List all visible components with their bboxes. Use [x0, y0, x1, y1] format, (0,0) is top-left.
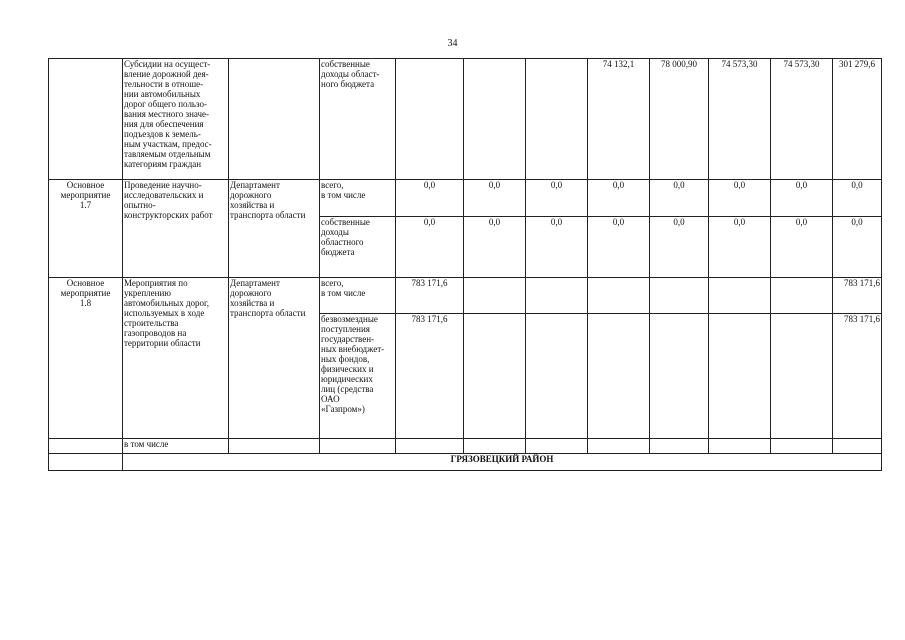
value-cell: 0,0 [771, 217, 833, 278]
total-cell: 301 279,6 [833, 59, 882, 180]
value-cell: 783 171,6 [396, 278, 464, 314]
table-row [49, 454, 882, 471]
responsible-executor: Департамент дорожного хозяйства и транспорта области [230, 180, 306, 220]
value-cell: 783 171,6 [396, 314, 464, 439]
value-cell: 78 000,90 [650, 59, 709, 180]
value-cell: 0,0 [650, 180, 709, 217]
measure-type: Основное мероприятие 1.8 [60, 278, 111, 308]
value-cell: 0,0 [588, 180, 650, 217]
budget-table [48, 58, 882, 471]
value-cell: 0,0 [650, 217, 709, 278]
value-cell: 74 132,1 [588, 59, 650, 180]
table-row [49, 59, 882, 180]
value-cell: 0,0 [771, 180, 833, 217]
funding-source: всего, в том числе [321, 180, 366, 200]
funding-source: собственные доходы областного бюджета [321, 217, 370, 257]
value-cell: 0,0 [396, 180, 464, 217]
value-cell: 0,0 [526, 180, 588, 217]
value-cell: 0,0 [709, 180, 771, 217]
total-cell: 783 171,6 [833, 278, 882, 314]
value-cell: 0,0 [396, 217, 464, 278]
table-row [49, 180, 882, 217]
funding-source: безвозмездные поступления государствен- ных внебюджет- ных фондов, физических и юридических лиц (средства ОАО «Газпром») [321, 314, 385, 414]
measure-name: Субсидии на осущест- вление дорожной дея- тельности в отноше- нии автомобильных дорог общего пользо- вания местного значе- ния для обеспечения подъездов к земель- ным участкам, предос- тавляемым отдельным категориям граждан [124, 59, 212, 169]
measure-name: в том числе [124, 439, 169, 449]
responsible-executor: Департамент дорожного хозяйства и транспорта области [230, 278, 306, 318]
total-cell: 0,0 [833, 180, 882, 217]
table-row [49, 439, 882, 454]
value-cell: 74 573,30 [709, 59, 771, 180]
value-cell: 0,0 [464, 180, 526, 217]
table-row [49, 278, 882, 314]
value-cell: 0,0 [464, 217, 526, 278]
measure-name: Мероприятия по укреплению автомобильных дорог, используемых в ходе строительства газопроводов на территории области [124, 278, 209, 348]
funding-source: всего, в том числе [321, 278, 366, 298]
value-cell: 0,0 [588, 217, 650, 278]
measure-name: Проведение научно- исследовательских и опытно- конструкторских работ [124, 180, 213, 220]
section-title: ГРЯЗОВЕЦКИЙ РАЙОН [123, 454, 882, 471]
page-number: 34 [447, 38, 458, 49]
funding-source: собственные доходы област- ного бюджета [321, 59, 380, 89]
value-cell: 0,0 [709, 217, 771, 278]
measure-type: Основное мероприятие 1.7 [60, 180, 111, 210]
value-cell: 0,0 [526, 217, 588, 278]
value-cell: 74 573,30 [771, 59, 833, 180]
total-cell: 783 171,6 [833, 314, 882, 439]
total-cell: 0,0 [833, 217, 882, 278]
